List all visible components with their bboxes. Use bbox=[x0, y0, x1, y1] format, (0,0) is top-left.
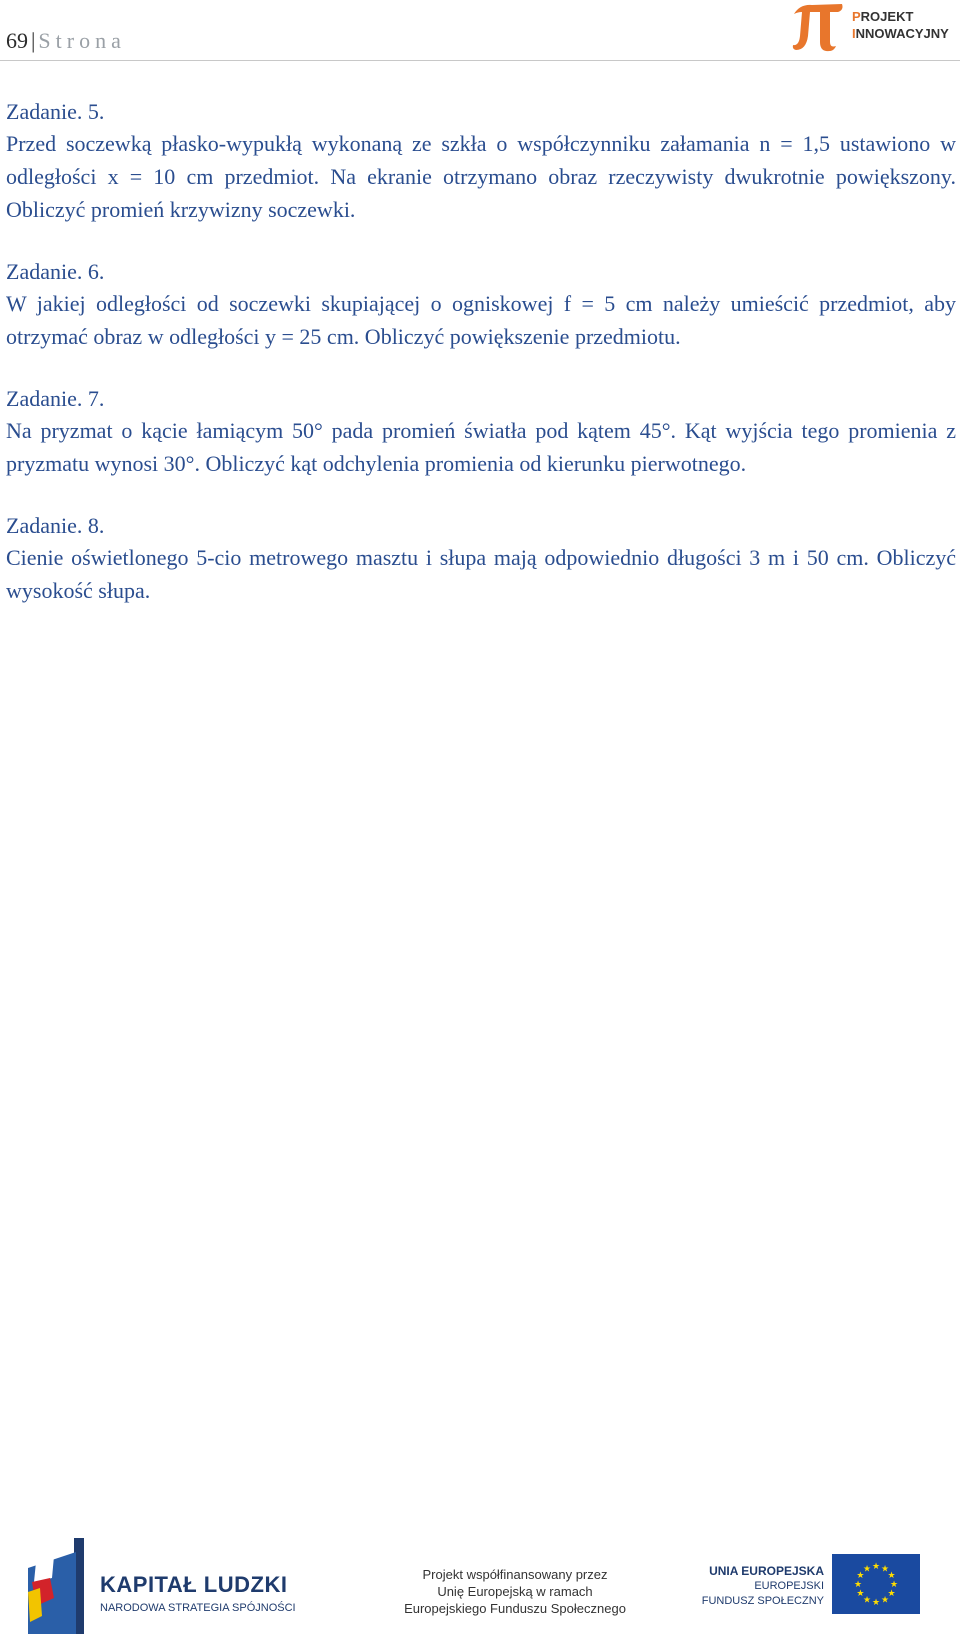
task-6 bbox=[6, 256, 956, 353]
projekt-innowacyjny-logo: PROJEKT INNOWACYJNY bbox=[852, 9, 949, 41]
task-7 bbox=[6, 383, 956, 480]
task-list bbox=[6, 96, 956, 637]
page-separator: | bbox=[31, 28, 36, 53]
kapital-ludzki-emblem-icon bbox=[24, 1538, 84, 1634]
eu-star-icon: ★ bbox=[856, 1588, 865, 1598]
eu-star-icon: ★ bbox=[880, 1594, 890, 1605]
task-body: Przed soczewką płasko-wypukłą wykonaną ze szkła o współczynniku załamania n = 1,5 ustawiono w odległości x = 10 cm przedmiot. Na ekranie otrzymano obraz rzeczywisty dwukrotnie powiększony. Obliczyć promień krzywizny soczewki. bbox=[6, 131, 956, 222]
eu-star-icon: ★ bbox=[887, 1570, 896, 1580]
eu-star-icon: ★ bbox=[889, 1579, 899, 1589]
task-title: Zadanie. 5. bbox=[6, 99, 105, 124]
task-title: Zadanie. 8. bbox=[6, 513, 105, 538]
page-number-value: 69 bbox=[6, 28, 28, 53]
eu-star-icon: ★ bbox=[856, 1570, 865, 1580]
eu-star-icon: ★ bbox=[862, 1594, 872, 1605]
eu-flag-icon bbox=[832, 1554, 920, 1614]
page-number bbox=[6, 28, 126, 54]
kapital-ludzki-title: KAPITAŁ LUDZKI bbox=[100, 1572, 288, 1597]
eu-star-icon: ★ bbox=[871, 1597, 881, 1607]
eu-star-icon: ★ bbox=[880, 1563, 890, 1574]
kapital-ludzki-subtitle: NARODOWA STRATEGIA SPÓJNOŚCI bbox=[100, 1602, 296, 1614]
task-body: W jakiej odległości od soczewki skupiającej o ogniskowej f = 5 cm należy umieścić przedmiot, aby otrzymać obraz w odległości y = 25 cm. Obliczyć powiększenie przedmiotu. bbox=[6, 291, 956, 349]
task-body: Na pryzmat o kącie łamiącym 50° pada promień światła pod kątem 45°. Kąt wyjścia tego promienia z pryzmatu wynosi 30°. Obliczyć kąt odchylenia promienia od kierunku pierwotnego. bbox=[6, 418, 956, 476]
task-title: Zadanie. 7. bbox=[6, 386, 105, 411]
page-header bbox=[0, 0, 960, 61]
task-8 bbox=[6, 510, 956, 607]
task-body: Cienie oświetlonego 5-cio metrowego masztu i słupa mają odpowiednio długości 3 m i 50 cm. Obliczyć wysokość słupa. bbox=[6, 545, 956, 603]
page-footer bbox=[0, 1530, 960, 1634]
eu-star-icon: ★ bbox=[871, 1561, 881, 1571]
task-5 bbox=[6, 96, 956, 226]
eu-fund-label: UNIA EUROPEJSKA EUROPEJSKI FUNDUSZ SPOŁECZNY bbox=[701, 1564, 824, 1607]
eu-star-icon: ★ bbox=[853, 1579, 863, 1589]
eu-star-icon: ★ bbox=[862, 1563, 872, 1574]
cofinancing-note: Projekt współfinansowany przez Unię Europejską w ramach Europejskiego Funduszu Społecznego bbox=[404, 1567, 626, 1616]
task-title: Zadanie. 6. bbox=[6, 259, 105, 284]
page-word: Strona bbox=[38, 28, 126, 53]
eu-star-icon: ★ bbox=[887, 1588, 896, 1598]
pi-logo-icon bbox=[790, 2, 846, 52]
